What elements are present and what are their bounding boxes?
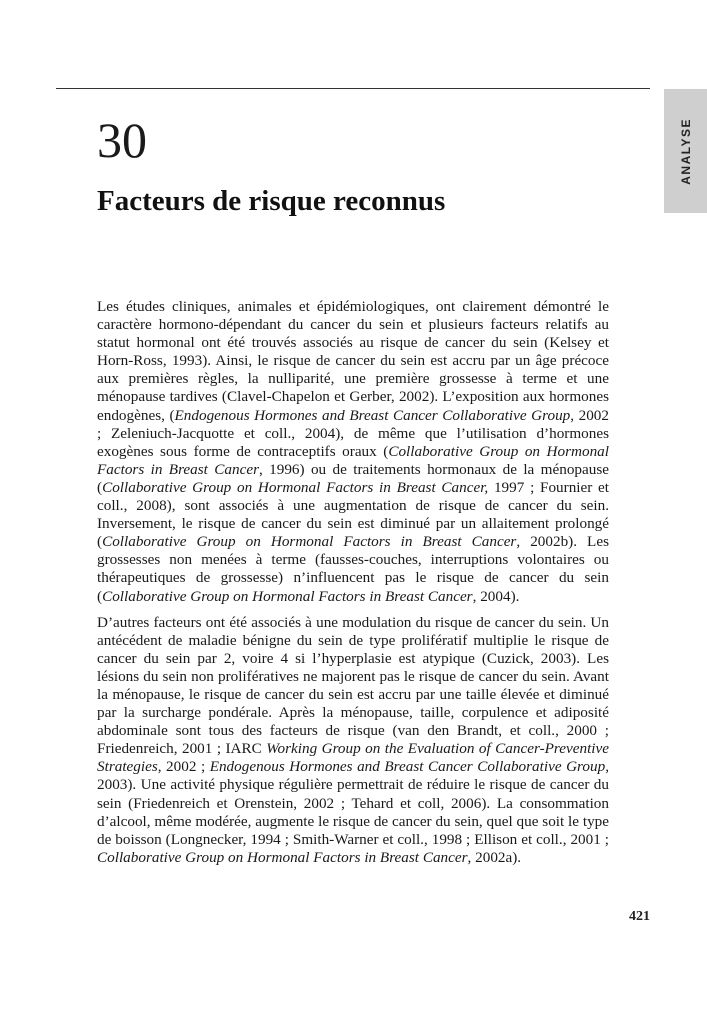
paragraph-2 [97, 614, 609, 867]
chapter-number: 30 [97, 112, 147, 168]
body-text [97, 298, 609, 875]
text-run: , 2002 ; Zeleniuch-Jacquotte et coll., 2004), de même que l’utilisation d’hormones exogènes sous forme de contraceptifs oraux ( [97, 406, 609, 460]
text-run: , 2002a). [467, 848, 522, 866]
text-run: 1997 ; Fournier et coll., 2008), sont associés à une augmentation de risque de cancer du sein. Inversement, le risque de cancer du sein est diminué par un allaitement prolongé ( [97, 478, 610, 551]
citation-italic: Collaborative Group on Hormonal Factors in Breast Cancer [102, 533, 517, 551]
page-number: 421 [629, 909, 650, 924]
citation-italic: Collaborative Group on Hormonal Factors in Breast Cancer [102, 587, 473, 605]
citation-italic: Endogenous Hormones and Breast Cancer Collaborative Group [174, 406, 571, 424]
paragraph-1 [97, 298, 609, 606]
citation-italic: Endogenous Hormones and Breast Cancer Collaborative Group [209, 758, 606, 776]
citation-italic: Working Group on the Evaluation of Cancer-Preventive Strategies [97, 740, 609, 776]
text-run: , 1996) ou de traitements hormonaux de la ménopause ( [97, 460, 609, 496]
citation-italic: Collaborative Group on Hormonal Factors in Breast Cancer [97, 848, 468, 866]
chapter-title: Facteurs de risque reconnus [97, 185, 446, 217]
text-run: , 2004). [472, 587, 520, 605]
text-run: , 2002b). Les grossesses non menées à terme (fausses-couches, interruptions volontaires ou thérapeutiques de grossesse) n’influencent pas le risque de cancer du sein ( [97, 533, 609, 605]
text-run: Les études cliniques, animales et épidémiologiques, ont clairement démontré le caractère hormono-dépendant du cancer du sein et plusieurs facteurs relatifs au statut hormonal ont été trouvés associés au risque de cancer du sein (Kelsey et Horn-Ross, 1993). Ainsi, le risque de cancer du sein est accru par un âge précoce aux premières règles, la nulliparité, une première grossesse à terme et une ménopause tardives (Clavel-Chapelon et Gerber, 2002). L’exposition aux hormones endogènes, ( [97, 298, 609, 424]
citation-italic: Collaborative Group on Hormonal Factors in Breast Cancer [97, 442, 609, 478]
text-run: , 2003). Une activité physique régulière permettrait de réduire le risque de cancer du sein (Friedenreich et Orenstein, 2002 ; Tehard et coll, 2006). La consommation d’alcool, même modérée, augmente le risque de cancer du sein, quel que soit le type de boisson (Longnecker, 1994 ; Smith-Warner et coll., 1998 ; Ellison et coll., 2001 ; [97, 758, 609, 848]
citation-italic: Collaborative Group on Hormonal Factors in Breast Cancer, [102, 478, 489, 496]
section-tab-label: ANALYSE [678, 117, 693, 185]
text-run: D’autres facteurs ont été associés à une modulation du risque de cancer du sein. Un antécédent de maladie bénigne du sein de type prolifératif multiplie le risque de cancer du sein par 2, voire 4 si l’hyperplasie est atypique (Cuzick, 2003). Les lésions du sein non prolifératives ne majorent pas le risque de cancer du sein. Avant la ménopause, le risque de cancer du sein est accru par une taille élevée et diminué par la surcharge pondérale. Après la ménopause, taille, corpulence et adiposité abdominale sont tous des facteurs de risque (van den Brandt, et coll., 2000 ; Friedenreich, 2001 ; IARC [97, 613, 609, 758]
text-run: , 2002 ; [157, 758, 210, 776]
header-rule [56, 88, 650, 89]
section-tab [664, 89, 707, 213]
